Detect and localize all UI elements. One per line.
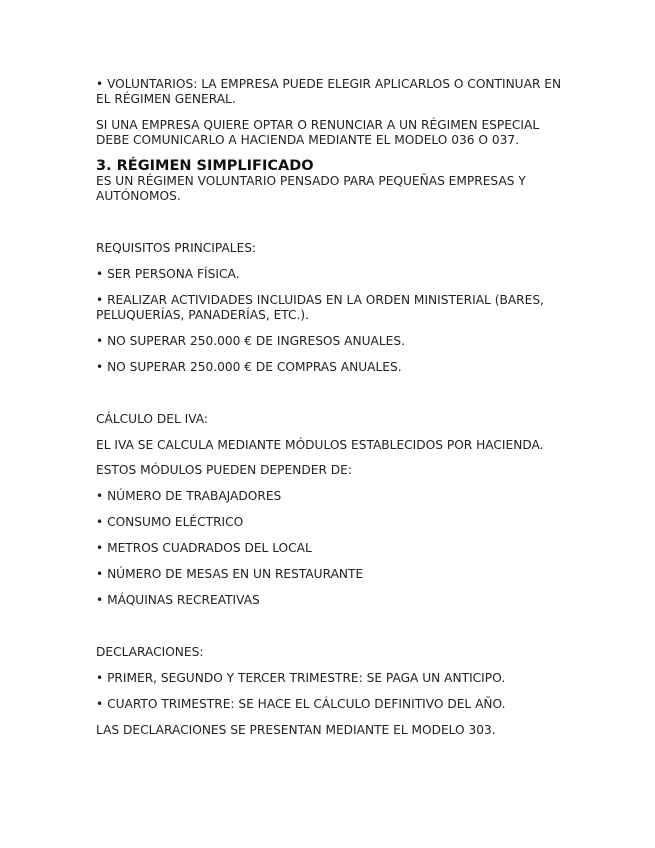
- declaraciones-title: DECLARACIONES:: [96, 645, 204, 659]
- declaracion-item: • PRIMER, SEGUNDO Y TERCER TRIMESTRE: SE PAGA UN ANTICIPO.: [96, 671, 506, 685]
- requisitos-title: REQUISITOS PRINCIPALES:: [96, 241, 257, 255]
- optar-paragraph: SI UNA EMPRESA QUIERE OPTAR O RENUNCIAR A UN RÉGIMEN ESPECIAL DEBE COMUNICARLO A HACIENDA MEDIANTE EL MODELO 036 O 037.: [96, 118, 540, 147]
- modulo-item: • CONSUMO ELÉCTRICO: [96, 515, 244, 529]
- document-page: [96, 77, 566, 738]
- declaraciones-footer: LAS DECLARACIONES SE PRESENTAN MEDIANTE EL MODELO 303.: [96, 723, 496, 737]
- declaracion-item: • CUARTO TRIMESTRE: SE HACE EL CÁLCULO DEFINITIVO DEL AÑO.: [96, 697, 506, 711]
- calculo-text: ESTOS MÓDULOS PUEDEN DEPENDER DE:: [96, 463, 352, 477]
- calculo-text: EL IVA SE CALCULA MEDIANTE MÓDULOS ESTABLECIDOS POR HACIENDA.: [96, 438, 544, 452]
- voluntarios-bullet: • VOLUNTARIOS: LA EMPRESA PUEDE ELEGIR APLICARLOS O CONTINUAR EN EL RÉGIMEN GENERAL.: [96, 77, 562, 106]
- modulo-item: • METROS CUADRADOS DEL LOCAL: [96, 541, 312, 555]
- modulo-item: • NÚMERO DE TRABAJADORES: [96, 489, 282, 503]
- requisito-item: • NO SUPERAR 250.000 € DE INGRESOS ANUALES.: [96, 334, 405, 348]
- requisito-item: • REALIZAR ACTIVIDADES INCLUIDAS EN LA ORDEN MINISTERIAL (BARES, PELUQUERÍAS, PANADERÍAS, ETC.).: [96, 293, 544, 322]
- requisito-item: • NO SUPERAR 250.000 € DE COMPRAS ANUALES.: [96, 360, 402, 374]
- modulo-item: • NÚMERO DE MESAS EN UN RESTAURANTE: [96, 567, 364, 581]
- section-description: ES UN RÉGIMEN VOLUNTARIO PENSADO PARA PEQUEÑAS EMPRESAS Y AUTÓNOMOS.: [96, 174, 526, 203]
- section-heading: 3. RÉGIMEN SIMPLIFICADO: [96, 158, 314, 174]
- calculo-title: CÁLCULO DEL IVA:: [96, 412, 209, 426]
- modulo-item: • MÁQUINAS RECREATIVAS: [96, 593, 260, 607]
- requisito-item: • SER PERSONA FÍSICA.: [96, 267, 240, 281]
